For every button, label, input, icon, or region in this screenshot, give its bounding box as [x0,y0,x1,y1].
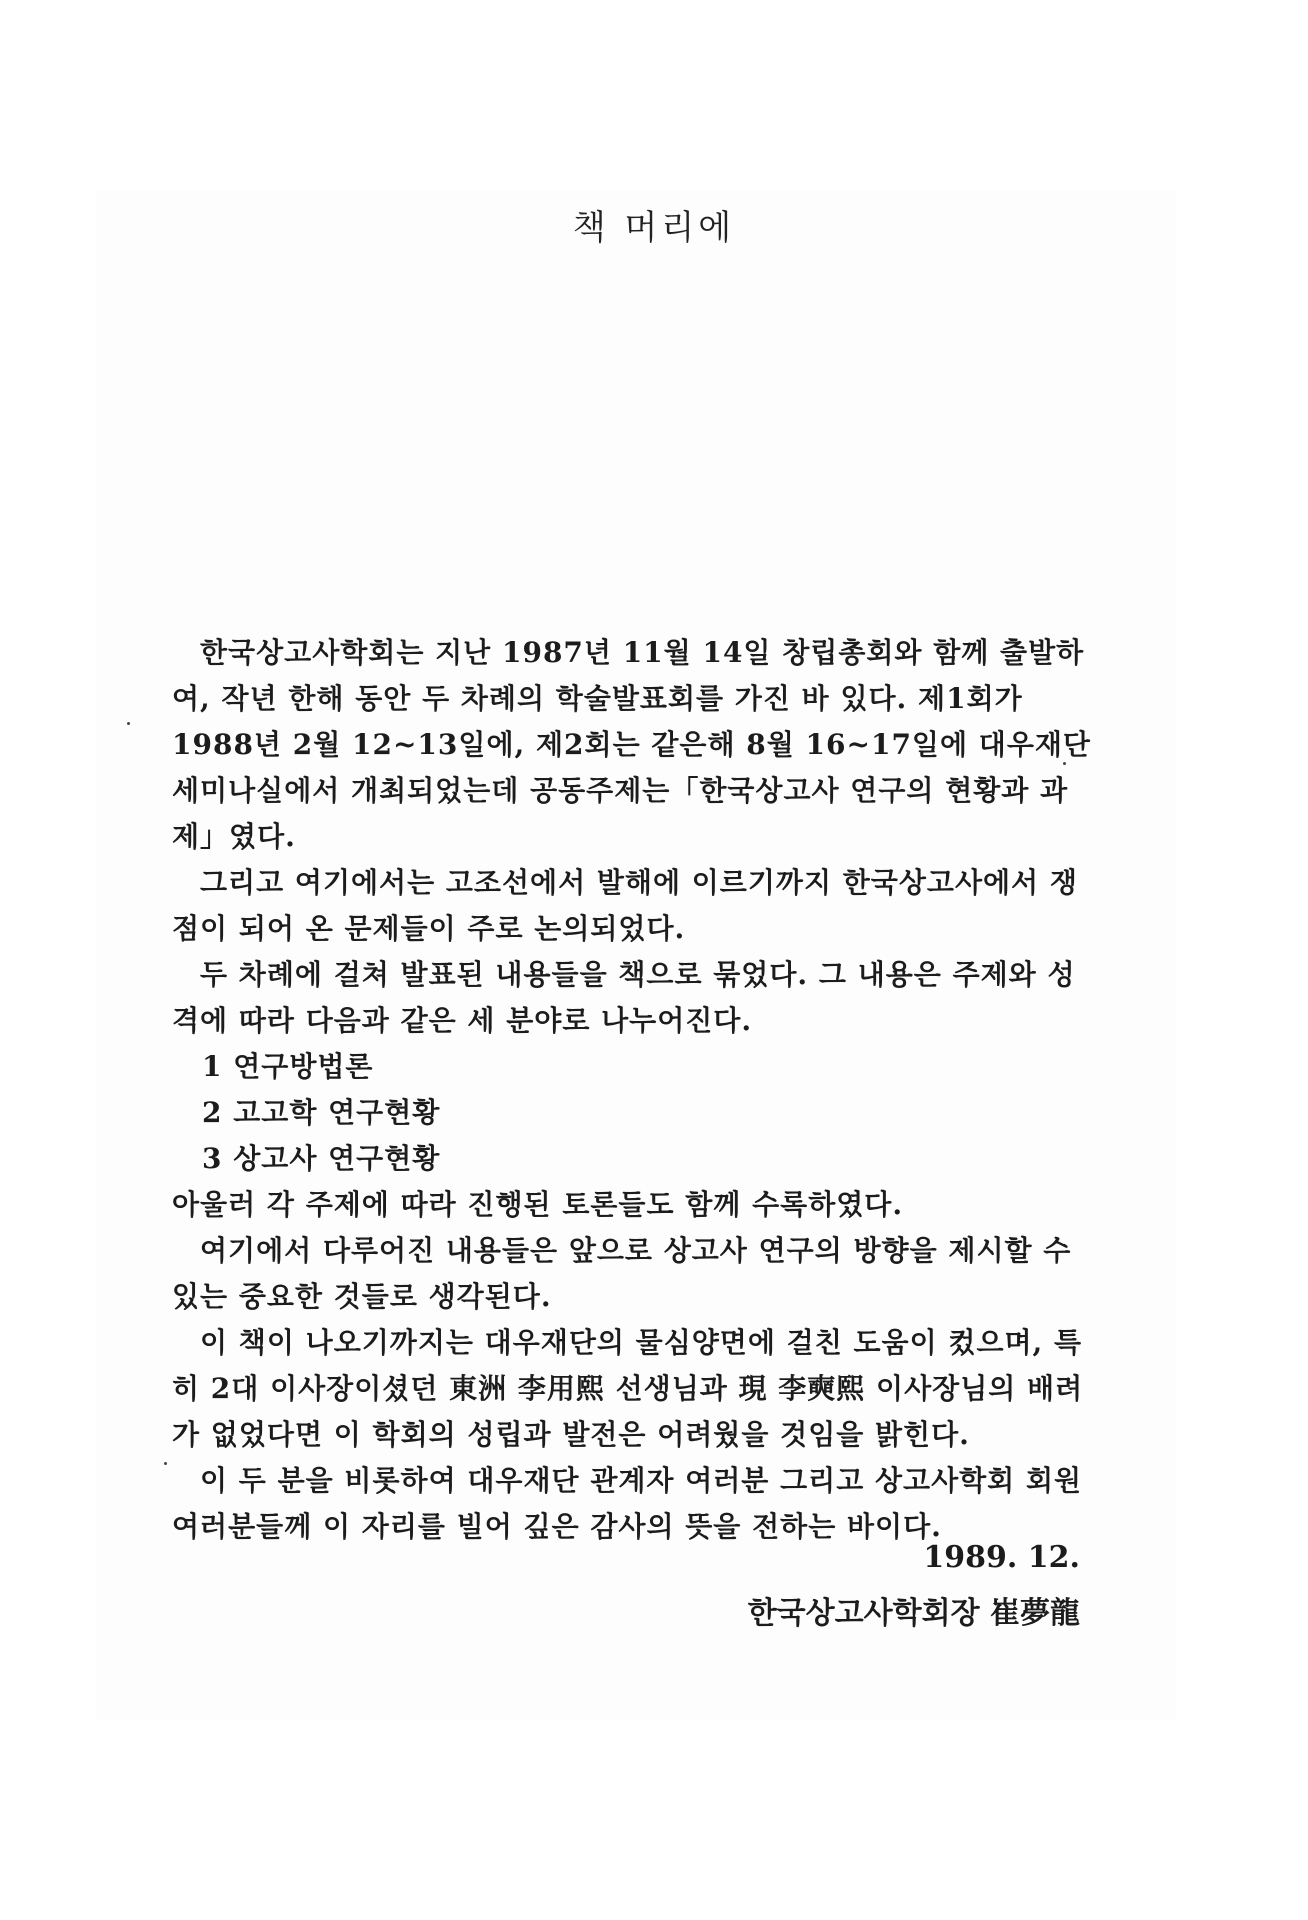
paragraph-5: 이 책이 나오기까지는 대우재단의 물심양면에 걸친 도움이 컸으며, 특히 2대 이사장이셨던 東洲 李用熙 선생님과 現 李奭熙 이사장님의 배려가 없었다면 이 학회의 성립과 발전은 어려웠을 것임을 밝힌다. [172,1326,1084,1451]
scan-speck [127,722,130,725]
scan-speck [1063,762,1066,765]
preface-body [172,630,1102,1550]
paragraph-2: 그리고 여기에서는 고조선에서 발해에 이르기까지 한국상고사에서 쟁점이 되어 온 문제들이 주로 논의되었다. [172,866,1078,945]
page-title: 책 머리에 [572,208,736,248]
scan-speck [164,1462,167,1465]
paragraph-4: 여기에서 다루어진 내용들은 앞으로 상고사 연구의 방향을 제시할 수 있는 중요한 것들로 생각된다. [172,1234,1072,1313]
signature-date: 1989. 12. [923,1540,1080,1575]
signature-author: 한국상고사학회장 崔夢龍 [747,1596,1080,1631]
signature-block [748,1530,1080,1642]
paragraph-1: 한국상고사학회는 지난 1987년 11월 14일 창립총회와 함께 출발하여, 작년 한해 동안 두 차례의 학술발표회를 가진 바 있다. 제1회가 1988년 2월 12~13일에, 제2회는 같은해 8월 16~17일에 대우재단 세미나실에서 개최되었는데 공동주제는「한국상고사 연구의 현황과 과제」였다. [172,636,1091,853]
list-item-3: 3 상고사 연구현황 [202,1142,441,1175]
paragraph-3: 두 차례에 걸쳐 발표된 내용들을 책으로 묶었다. 그 내용은 주제와 성격에 따라 다음과 같은 세 분야로 나누어진다. [172,958,1076,1037]
list-item-2: 2 고고학 연구현황 [202,1096,441,1129]
list-item-1: 1 연구방법론 [202,1050,374,1083]
paragraph-6: 이 두 분을 비롯하여 대우재단 관계자 여러분 그리고 상고사학회 회원 여러분들께 이 자리를 빌어 깊은 감사의 뜻을 전하는 바이다. [172,1464,1083,1543]
paragraph-after-list: 아울러 각 주제에 따라 진행된 토론들도 함께 수록하였다. [172,1188,904,1221]
